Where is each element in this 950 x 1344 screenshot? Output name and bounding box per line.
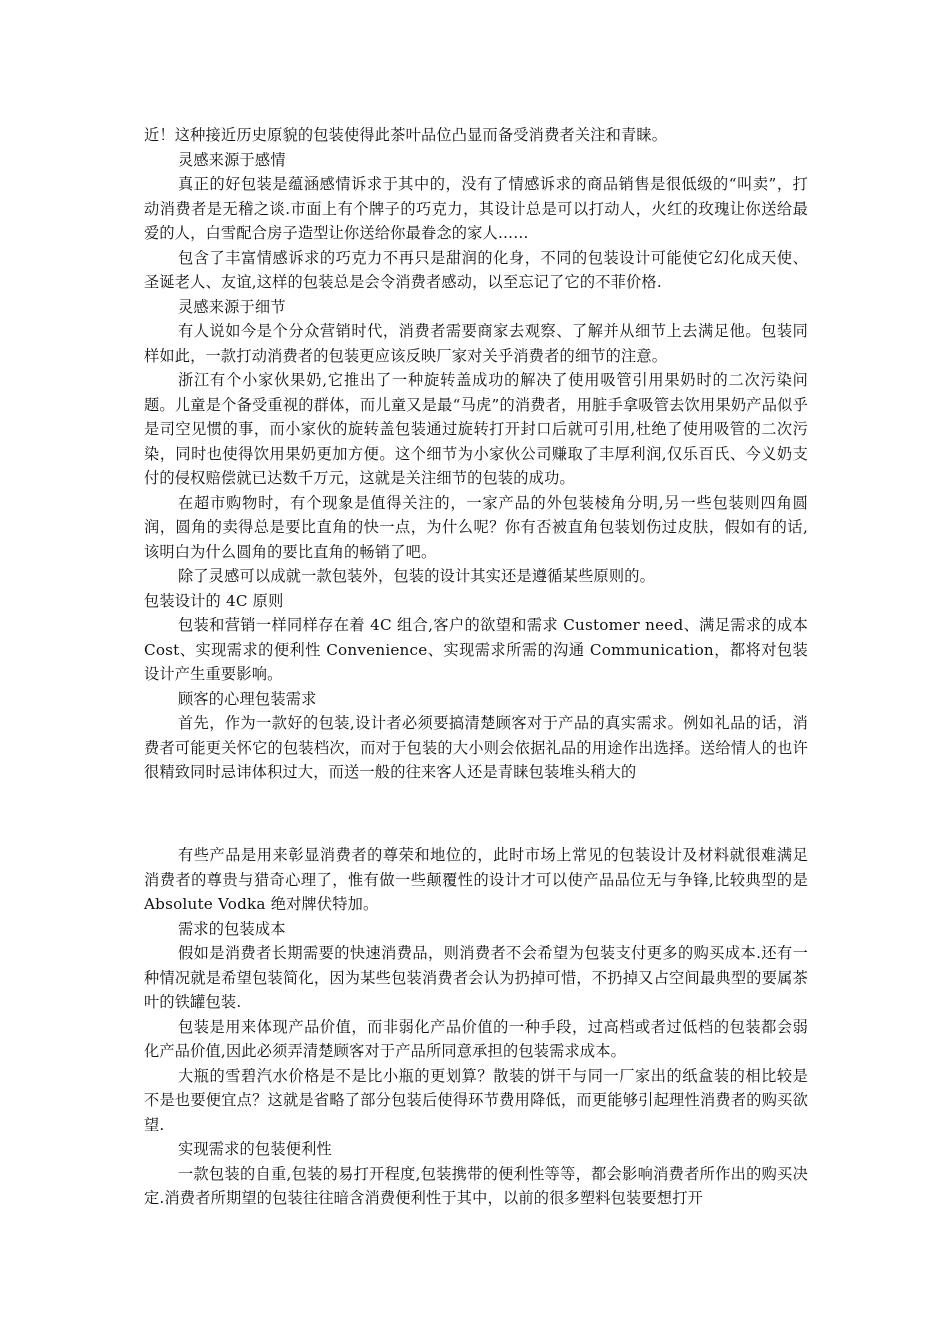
paragraph: 包装和营销一样同样存在着 4C 组合,客户的欲望和需求 Customer need、满足需求的成本 Cost、实现需求的便利性 Convenience、实现需求所需的沟通 Communication，都将对包装设计产生重要影响。 (144, 616, 808, 683)
paragraph: 在超市购物时，有个现象是值得关注的，一家产品的外包装棱角分明,另一些包装则四角圆润，圆角的卖得总是要比直角的快一点，为什么呢？你有否被直角包装划伤过皮肤，假如有的话,该明白为什么圆角的要比直角的畅销了吧。 (144, 493, 808, 561)
paragraph: 近！这种接近历史原貌的包装使得此茶叶品位凸显而备受消费者关注和青睐。 (144, 126, 668, 144)
paragraph: 大瓶的雪碧汽水价格是不是比小瓶的更划算？散装的饼干与同一厂家出的纸盒装的相比较是不是也要便宜点？这就是省略了部分包装后使得环节费用降低，而更能够引起理性消费者的购买欲望. (144, 1066, 808, 1134)
paragraph: 首先，作为一款好的包装,设计者必须要搞清楚顾客对于产品的真实需求。例如礼品的话，消费者可能更关怀它的包装档次，而对于包装的大小则会依据礼品的用途作出选择。送给情人的也许很精致同时忌讳体积过大，而送一般的往来客人还是青睐包装堆头稍大的 (144, 714, 808, 781)
text-block-bottom (144, 843, 808, 1211)
section-heading: 需求的包装成本 (178, 919, 286, 938)
paragraph: 浙江有个小家伙果奶,它推出了一种旋转盖成功的解决了使用吸管引用果奶时的二次污染问题。儿童是个备受重视的群体，而儿童又是最“马虎”的消费者，用脏手拿吸管去饮用果奶产品似乎是司空见惯的事，而小家伙的旋转盖包装通过旋转打开封口后就可引用,杜绝了使用吸管的二次污染，同时也使得饮用果奶更加方便。这个细节为小家伙公司赚取了丰厚利润,仅乐百氏、今义奶支付的侵权赔偿就已达数千万元，这就是关注细节的包装的成功。 (144, 371, 808, 487)
section-heading: 包装设计的 4C 原则 (144, 591, 284, 610)
paragraph: 一款包装的自重,包装的易打开程度,包装携带的便利性等等，都会影响消费者所作出的购买决定.消费者所期望的包装往往暗含消费便利性于其中，以前的很多塑料包装要想打开 (144, 1164, 808, 1207)
paragraph: 包装是用来体现产品价值，而非弱化产品价值的一种手段，过高档或者过低档的包装都会弱化产品价值,因此必须弄清楚顾客对于产品所同意承担的包装需求成本。 (144, 1017, 808, 1060)
paragraph: 有些产品是用来彰显消费者的尊荣和地位的，此时市场上常见的包装设计及材料就很难满足消费者的尊贵与猎奇心理了，惟有做一些颠覆性的设计才可以使产品品位无与争锋,比较典型的是 Absolute Vodka 绝对牌伏特加。 (144, 846, 808, 913)
section-heading: 灵感来源于感情 (178, 150, 286, 169)
section-heading: 灵感来源于细节 (178, 297, 286, 316)
text-block-top (144, 123, 808, 785)
section-heading: 顾客的心理包装需求 (178, 689, 317, 708)
section-heading: 实现需求的包装便利性 (178, 1140, 332, 1158)
paragraph: 有人说如今是个分众营销时代，消费者需要商家去观察、了解并从细节上去满足他。包装同样如此，一款打动消费者的包装更应该反映厂家对关乎消费者的细节的注意。 (144, 322, 808, 365)
paragraph: 包含了丰富情感诉求的巧克力不再只是甜润的化身，不同的包装设计可能使它幻化成天使、圣诞老人、友谊,这样的包装总是会令消费者感动，以至忘记了它的不菲价格. (144, 248, 808, 291)
paragraph: 假如是消费者长期需要的快速消费品，则消费者不会希望为包装支付更多的购买成本.还有一种情况就是希望包装简化，因为某些包装消费者会认为扔掉可惜，不扔掉又占空间最典型的要属茶叶的铁罐包装. (144, 944, 808, 1011)
paragraph: 除了灵感可以成就一款包装外，包装的设计其实还是遵循某些原则的。 (178, 567, 656, 585)
paragraph: 真正的好包装是蕴涵感情诉求于其中的，没有了情感诉求的商品销售是很低级的“叫卖”，打动消费者是无稽之谈.市面上有个牌子的巧克力，其设计总是可以打动人，火红的玫瑰让你送给最爱的人，白雪配合房子造型让你送给你最眷念的家人…… (144, 175, 808, 242)
